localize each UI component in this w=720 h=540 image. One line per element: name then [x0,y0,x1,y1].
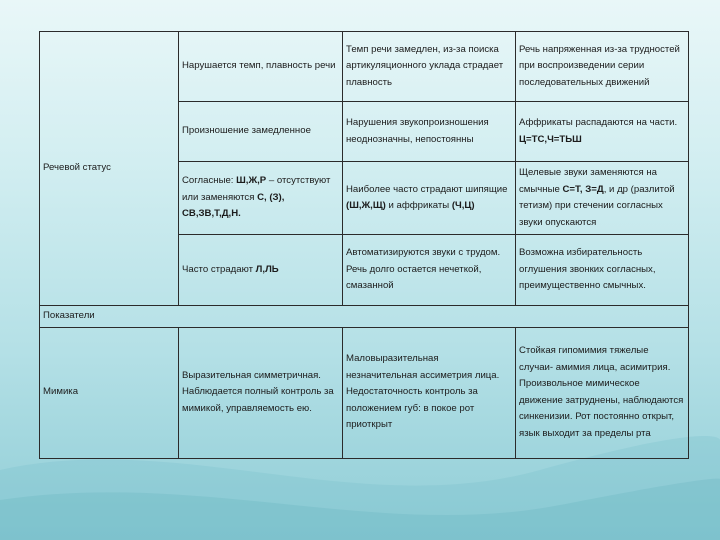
table-cell: Выразительная симметричная. Наблюдается полный контроль за мимикой, управляемость ею. [179,327,343,458]
table-cell: Автоматизируются звуки с трудом. Речь долго остается нечеткой, смазанной [343,235,516,306]
indicators-label: Показатели [40,306,689,328]
cell-text: и аффрикаты [388,200,450,211]
speech-status-label: Речевой статус [40,32,179,306]
cell-text-bold: (Ш,Ж,Щ) [346,200,386,211]
cell-text: – отсутствуют или заменяются [182,175,331,203]
cell-text-bold: Ш,Ж,Р [236,175,267,187]
cell-text-bold: Л,ЛЬ [255,263,279,275]
table-cell: Нарушается темп, плавность речи [179,32,343,102]
cell-text: Согласные: [182,175,234,187]
table-cell: Стойкая гипомимия тяжелые случаи- амимия лица, асимитрия. Произвольное мимическое движение затруднены, наблюдаются синкенизии. Рот постоянно открыт, язык выходит за пределы рта [516,327,689,458]
table-cell [179,162,343,235]
cell-text: Аффрикаты распадаются на части. [519,117,678,128]
table-cell [179,235,343,306]
table-cell: Произношение замедленное [179,102,343,162]
table-row [40,306,689,328]
cell-text-bold: (Ч,Ц) [451,200,475,211]
cell-text-bold: С=Т, З=Д [562,183,604,195]
cell-text-bold: С, [257,191,267,203]
table-cell [516,102,689,162]
table-cell [516,162,689,235]
cell-text: Щелевые звуки заменяются на смычные [519,167,657,195]
table-cell: Речь напряженная из-за трудностей при воспроизведении серии последовательных движений [516,32,689,102]
table-cell: Возможна избирательность оглушения звонких согласных, преимущественно смычных. [516,235,689,306]
table-row [40,32,689,102]
comparison-table [39,31,689,459]
cell-text: Часто страдают [182,263,253,275]
cell-text-bold: Ц=ТС,Ч=ТЬШ [519,133,582,145]
mimicry-label: Мимика [40,327,179,458]
table-cell: Темп речи замедлен, из-за поиска артикуляционного уклада страдает плавность [343,32,516,102]
cell-text-bold: (З), СВ,ЗВ,Т,Д,Н. [182,191,285,220]
cell-text: Наиболее часто страдают шипящие [346,183,508,195]
table-row [40,327,689,458]
table-cell: Нарушения звукопроизношения неоднозначны, непостоянны [343,102,516,162]
table-cell: Маловыразительная незначительная ассиметрия лица. Недостаточность контроль за положением губ: в покое рот приоткрыт [343,327,516,458]
cell-text: , и др (разлитой тетизм) при стечении согласных звуки опускаются [519,183,675,228]
table-cell [343,162,516,235]
